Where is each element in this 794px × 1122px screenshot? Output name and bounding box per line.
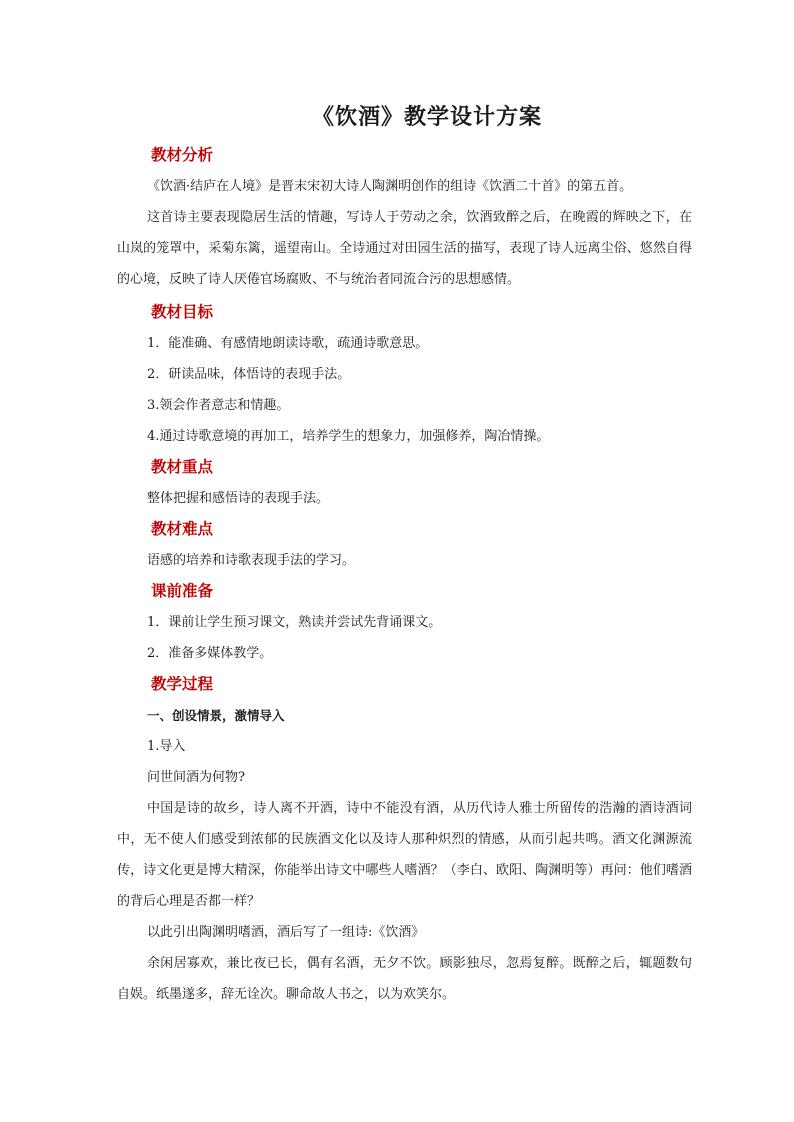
heading-goals: 教材目标 [151, 303, 214, 321]
analysis-paragraph-2: 这首诗主要表现隐居生活的情趣，写诗人于劳动之余，饮酒致醉之后，在晚霞的辉映之下，在山岚的笼罩中，采菊东篱，遥望南山。全诗通过对田园生活的描写，表现了诗人远离尘俗、悠然自得的心境，反映了诗人厌倦官场腐败、不与统治者同流合污的思想感情。 [117, 210, 692, 287]
analysis-paragraph-1: 《饮酒·结庐在人境》是晋末宋初大诗人陶渊明创作的组诗《饮酒二十首》的第五首。 [147, 179, 633, 194]
process-step-1: 1.导入 [147, 739, 186, 754]
heading-key-points: 教材重点 [151, 458, 214, 476]
process-subheading-1: 一、创设情景，激情导入 [147, 708, 285, 723]
goal-item-1: 1．能准确、有感情地朗读诗歌，疏通诗歌意思。 [147, 336, 429, 351]
goal-item-2: 2．研读品味，体悟诗的表现手法。 [147, 367, 351, 382]
document-body [117, 140, 692, 1010]
key-points-text: 整体把握和感悟诗的表现手法。 [147, 491, 330, 506]
process-paragraph-2: 以此引出陶渊明嗜酒，酒后写了一组诗:《饮酒》 [147, 925, 425, 940]
heading-difficulties: 教材难点 [151, 520, 214, 538]
heading-analysis: 教材分析 [151, 146, 214, 164]
goal-item-4: 4.通过诗歌意境的再加工，培养学生的想象力，加强修养，陶冶情操。 [147, 429, 550, 444]
process-question: 问世间酒为何物? [147, 770, 245, 785]
difficulties-text: 语感的培养和诗歌表现手法的学习。 [147, 553, 356, 568]
goal-item-3: 3.领会作者意志和情趣。 [147, 398, 290, 413]
document-title: 《饮酒》教学设计方案 [311, 104, 542, 130]
heading-process: 教学过程 [151, 675, 214, 693]
heading-preparation: 课前准备 [151, 582, 214, 600]
process-paragraph-1: 中国是诗的故乡，诗人离不开酒，诗中不能没有酒，从历代诗人雅士所留传的浩瀚的酒诗酒词中，无不使人们感受到浓郁的民族酒文化以及诗人那种炽烈的情感，从而引起共鸣。酒文化渊源流传，诗文化更是博大精深，你能举出诗文中哪些人嗜酒？（李白、欧阳、陶渊明等）再问：他们嗜酒的背后心理是否都一样？ [117, 801, 692, 909]
process-paragraph-3: 余闲居寡欢，兼比夜已长，偶有名酒，无夕不饮。顾影独尽，忽焉复醉。既醉之后，辄题数句自娱。纸墨遂多，辞无诠次。聊命故人书之，以为欢笑尔。 [117, 956, 692, 1002]
prep-item-2: 2．准备多媒体教学。 [147, 646, 273, 661]
prep-item-1: 1．课前让学生预习课文，熟读并尝试先背诵课文。 [147, 615, 442, 630]
